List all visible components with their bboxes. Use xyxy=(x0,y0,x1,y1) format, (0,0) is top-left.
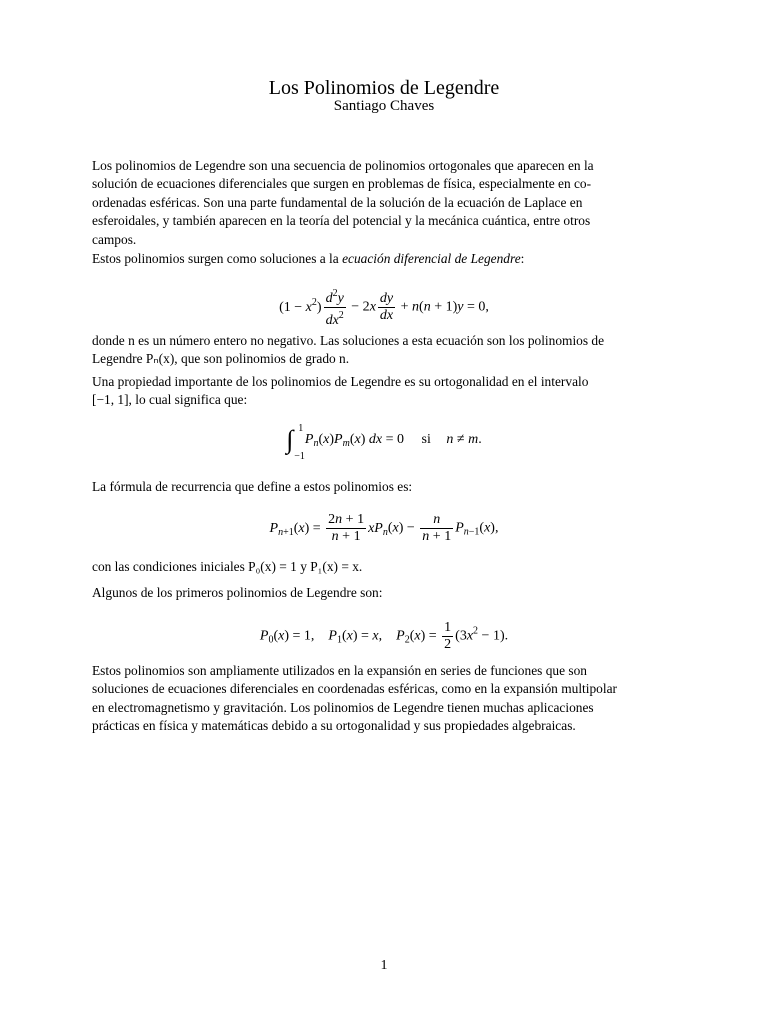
text-span: : xyxy=(520,251,525,266)
paragraph-recurrence-intro: La fórmula de recurrencia que define a estos polinomios es: xyxy=(92,479,413,494)
text-line: Estos polinomios son ampliamente utilizados en la expansión en series de funciones que son xyxy=(92,663,587,678)
equation-recurrence: $P_{n+1}(x)$ = $\frac{2n + 1}{n + 1}$ $xP_n(x)$ − $\frac{n}{n + 1}$ $P_{n-1}(x)$, xyxy=(269,512,499,544)
integral-sign: ∫ 1 −1 xyxy=(286,423,305,462)
text-line: ordenadas esféricas. Son una parte fundamental de la solución de la ecuación de Laplace en xyxy=(92,194,583,210)
text-si: si xyxy=(421,432,431,448)
equation-orthogonality: ∫ 1 −1 $P_n(x)P_m(x)$ dx = 0 si n ≠ m. xyxy=(286,423,482,462)
text-line: solución de ecuaciones diferenciales que surgen en problemas de física, especialmente en co- xyxy=(92,176,592,192)
text-line: Los polinomios de Legendre son una secuencia de polinomios ortogonales que aparecen en la xyxy=(92,158,594,173)
text-span: Estos polinomios surgen como soluciones a la xyxy=(92,251,343,266)
text-line: Legendre Pₙ(x), que son polinomios de grado n. xyxy=(92,351,350,367)
emphasis-text: ecuación diferencial de Legendre xyxy=(342,251,521,266)
paragraph-orthogonality xyxy=(92,373,676,410)
paragraph-applications xyxy=(92,662,676,736)
paragraph-solutions xyxy=(92,332,676,369)
text-line: prácticas en física y matemáticas debido a su ortogonalidad y sus propiedades algebraicas. xyxy=(92,718,576,734)
paper-author: Santiago Chaves xyxy=(333,98,435,114)
text-line: campos. xyxy=(92,231,137,247)
paragraph-initial-conditions: con las condiciones iniciales P₀(x) = 1 y P₁(x) = x. xyxy=(92,559,363,574)
paper-title: Los Polinomios de Legendre xyxy=(268,77,500,99)
text-line: en electromagnetismo y gravitación. Los polinomios de Legendre tienen muchas aplicaciones xyxy=(92,699,594,715)
equation-legendre-ode: $(1 - x^2)$ $\frac{d^2y}{dx^2}$ − 2x $\frac{dy}{dx}$ + n(n + 1)y = 0, xyxy=(279,288,489,328)
text-line: donde n es un número entero no negativo. Las soluciones a esta ecuación son los polinomios de xyxy=(92,333,605,348)
text-line: esferoidales, y también aparecen en la teoría del potencial y la mecánica cuántica, entre otros xyxy=(92,213,591,229)
paragraph-legendre-intro xyxy=(92,250,676,268)
page-number: 1 xyxy=(380,958,388,973)
text-line: soluciones de ecuaciones diferenciales en coordenadas esféricas, como en la expansión multipolar xyxy=(92,681,618,697)
paragraph-first-polynomials: Algunos de los primeros polinomios de Legendre son: xyxy=(92,585,383,600)
text-line: Una propiedad importante de los polinomios de Legendre es su ortogonalidad en el intervalo xyxy=(92,374,589,389)
text-line: [−1, 1], lo cual significa que: xyxy=(92,392,248,408)
equation-first-polynomials: $P_0(x) = 1$, $P_1(x) = x$, $P_2(x)$ = $\frac{1}{2}$ $(3x^2 - 1)$. xyxy=(259,620,509,652)
paragraph-intro xyxy=(92,157,676,249)
